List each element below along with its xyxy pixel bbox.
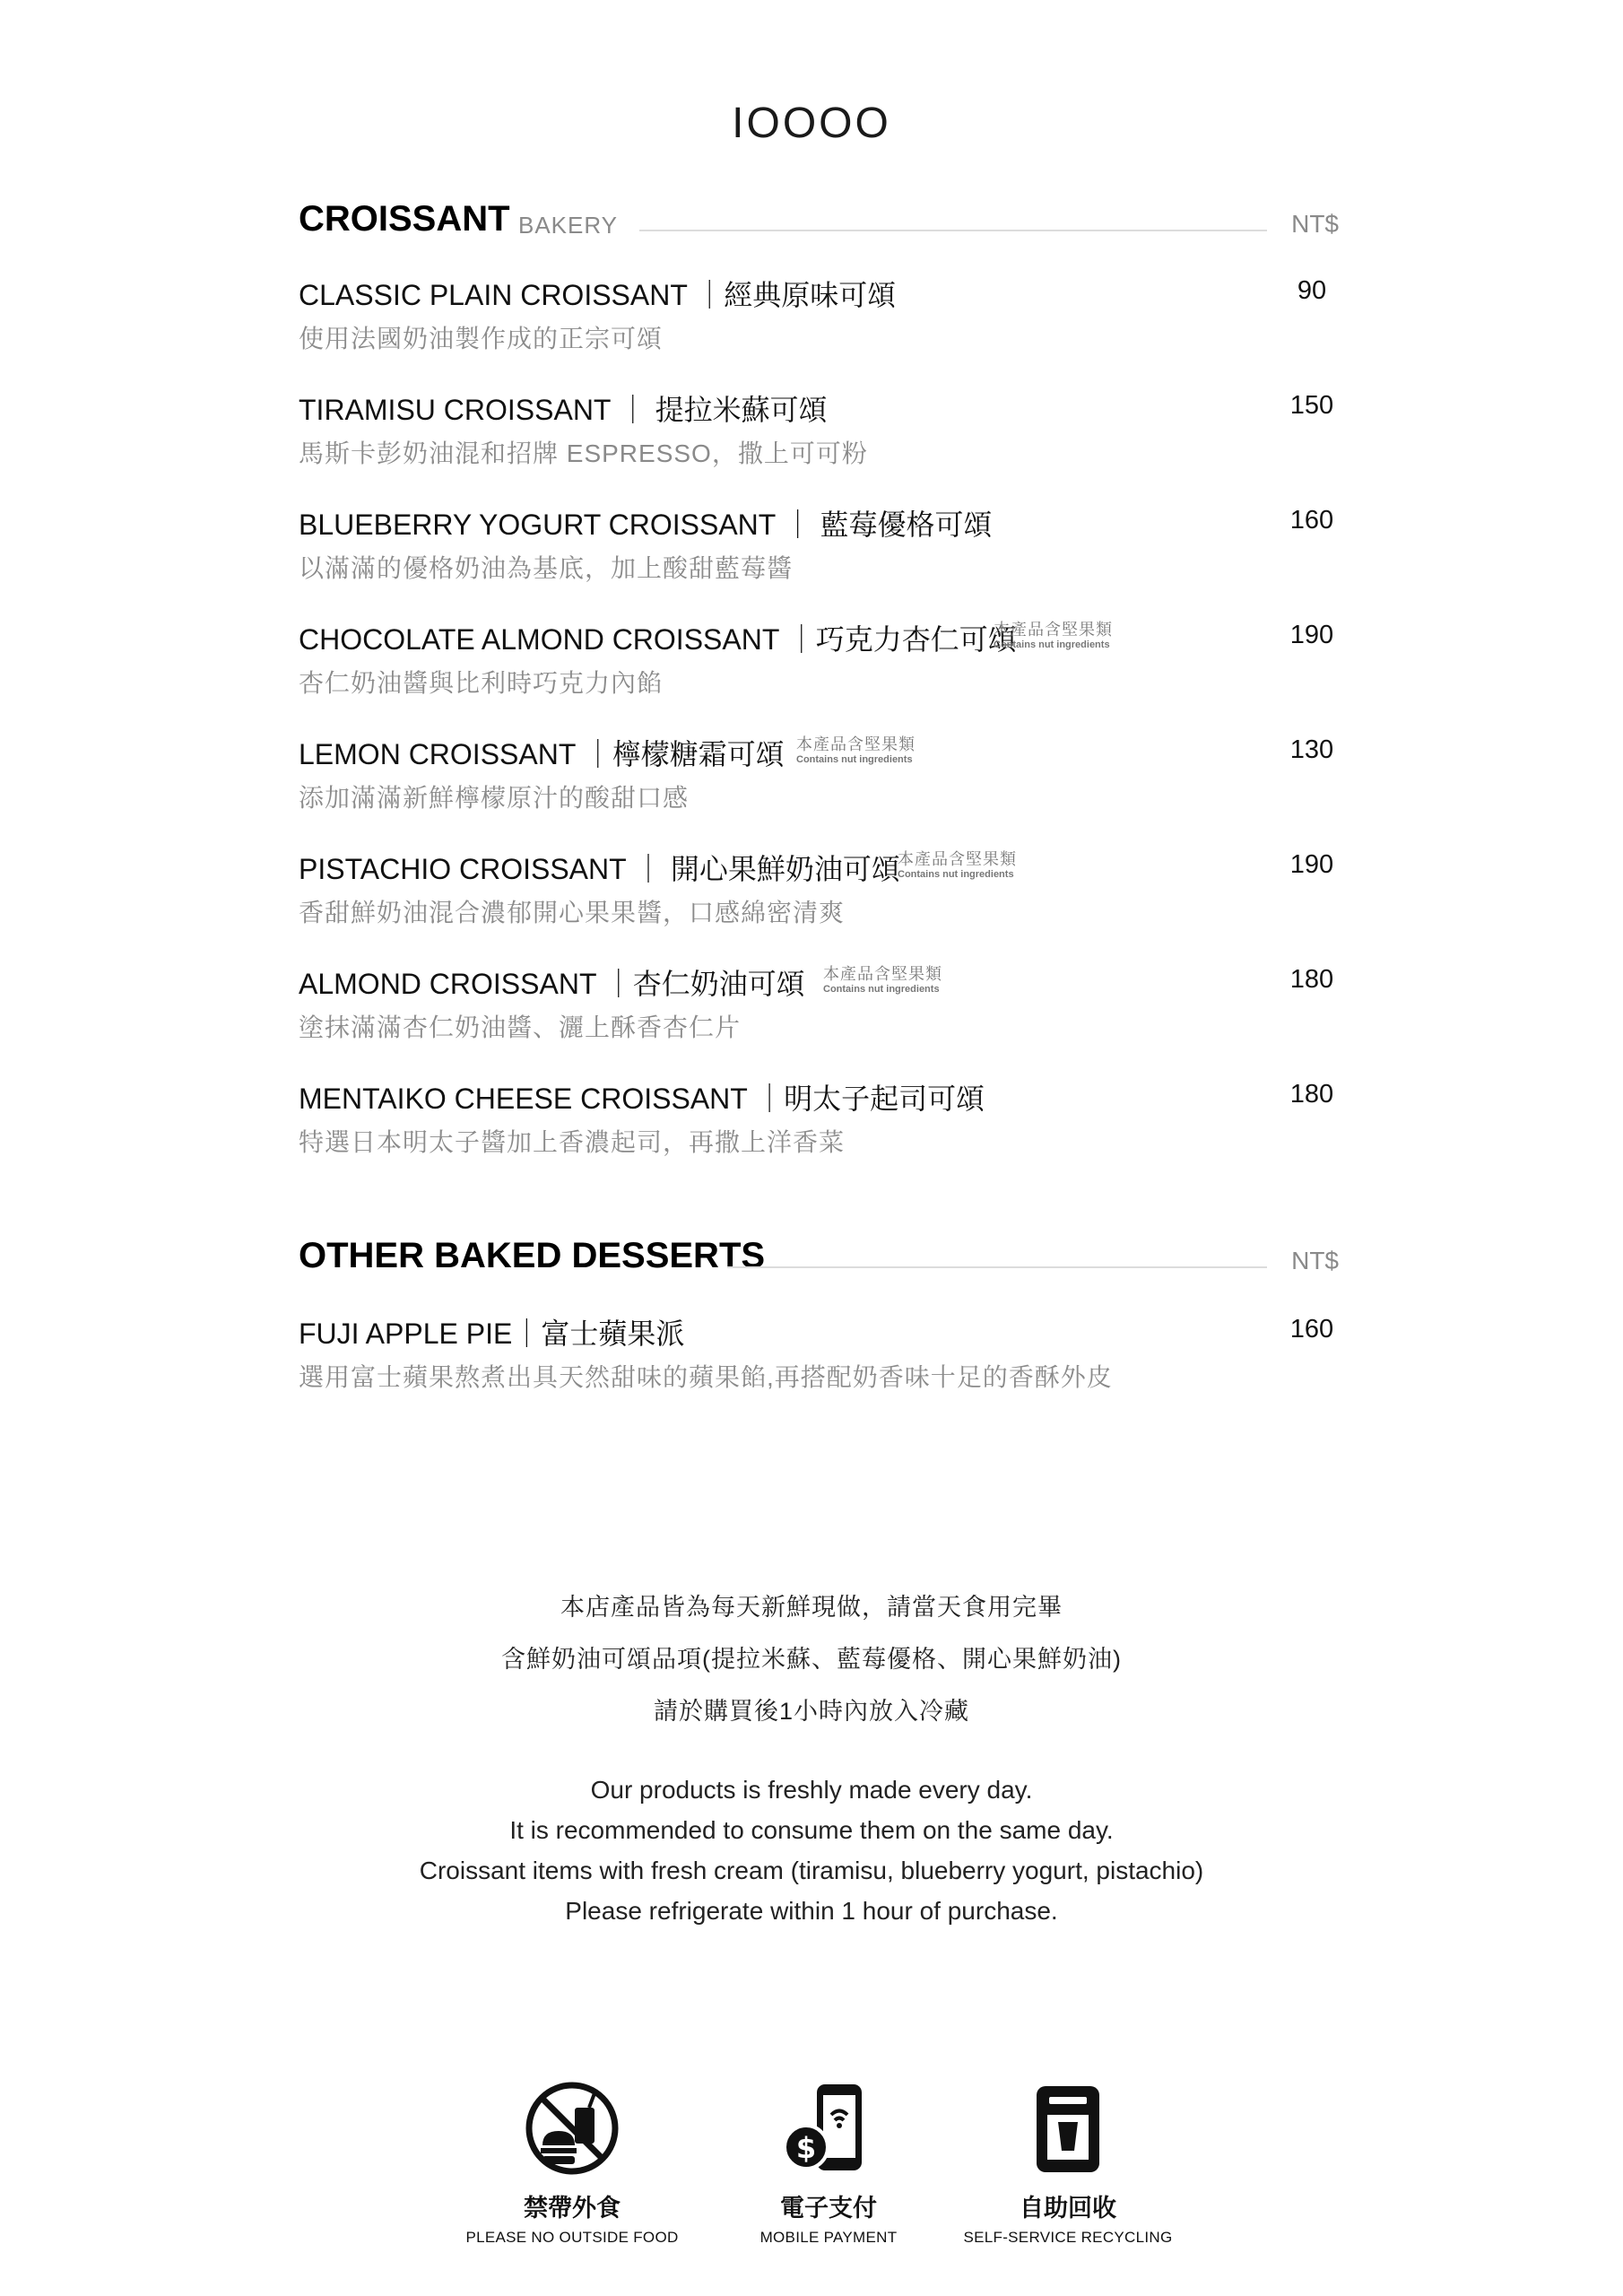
item-price: 150 — [1289, 391, 1334, 420]
menu-item — [299, 617, 1339, 716]
item-price: 180 — [1289, 965, 1334, 994]
item-price: 180 — [1289, 1080, 1334, 1109]
item-description: 以滿滿的優格奶油為基底，加上酸甜藍莓醬 — [299, 554, 794, 582]
item-description: 使用法國奶油製作成的正宗可頌 — [299, 325, 664, 352]
item-name: CHOCOLATE ALMOND CROISSANT ｜巧克力杏仁可頌 — [299, 623, 1017, 656]
desserts-section — [299, 1236, 1339, 1391]
icon-label-zh: 自助回收 — [1020, 2195, 1116, 2222]
item-name: TIRAMISU CROISSANT ｜ 提拉米蘇可頌 — [299, 394, 828, 426]
section-divider — [727, 1266, 1267, 1268]
item-description: 特選日本明太子醬加上香濃起司，再撒上洋香菜 — [299, 1128, 846, 1156]
menu-item — [299, 387, 1339, 486]
currency-label: NT$ — [1291, 1247, 1339, 1274]
menu-item — [299, 732, 1339, 831]
notice-line-en: Please refrigerate within 1 hour of purchase. — [565, 1897, 1058, 1925]
item-description: 香甜鮮奶油混合濃郁開心果果醬，口感綿密清爽 — [299, 899, 846, 926]
section-header — [299, 199, 1339, 253]
item-price: 190 — [1289, 621, 1334, 649]
item-name: MENTAIKO CHEESE CROISSANT ｜明太子起司可頌 — [299, 1083, 985, 1115]
item-description: 塗抹滿滿杏仁奶油醬、灑上酥香杏仁片 — [299, 1013, 742, 1041]
no-outside-food-icon — [523, 2079, 621, 2178]
section-title: CROISSANT — [299, 199, 510, 239]
nut-warning-zh: 本產品含堅果類 — [796, 735, 916, 753]
icon-label-zh: 禁帶外食 — [524, 2195, 621, 2222]
menu-item — [299, 273, 1339, 371]
brand-logo: IOOOO — [732, 100, 891, 147]
notice-line: 請於購買後1小時內放入冷藏 — [653, 1698, 969, 1725]
item-description: 馬斯卡彭奶油混和招牌 ESPRESSO，撒上可可粉 — [299, 439, 868, 467]
section-subtitle: BAKERY — [518, 212, 619, 239]
menu-item — [299, 961, 1339, 1060]
mobile-payment-icon — [779, 2079, 878, 2178]
icon-label-en: SELF-SERVICE RECYCLING — [963, 2229, 1173, 2246]
item-name: LEMON CROISSANT ｜檸檬糖霜可頌 — [299, 738, 785, 770]
notice-line: 含鮮奶油可頌品項(提拉米蘇、藍莓優格、開心果鮮奶油) — [501, 1646, 1122, 1673]
self-service-recycling — [951, 2079, 1185, 2247]
icon-label-zh: 電子支付 — [780, 2195, 877, 2222]
nut-warning-en: Contains nut ingredients — [898, 869, 1014, 880]
svg-text:$: $ — [795, 2131, 817, 2165]
notice-block — [0, 1587, 1623, 1937]
section-divider — [639, 230, 1267, 231]
item-description: 選用富士蘋果熬煮出具天然甜味的蘋果餡,再搭配奶香味十足的香酥外皮 — [299, 1363, 1113, 1391]
nut-warning-tag — [994, 617, 1113, 650]
croissant-section — [299, 199, 1339, 1156]
icon-label-en: PLEASE NO OUTSIDE FOOD — [465, 2229, 679, 2246]
nut-warning-tag — [898, 847, 1017, 880]
item-price: 160 — [1289, 506, 1334, 535]
item-description: 添加滿滿新鮮檸檬原汁的酸甜口感 — [299, 784, 690, 812]
no-outside-food — [456, 2079, 689, 2247]
item-description: 杏仁奶油醬與比利時巧克力內餡 — [299, 669, 664, 697]
notice-line-en: Our products is freshly made every day. — [590, 1776, 1033, 1804]
item-name: CLASSIC PLAIN CROISSANT ｜經典原味可頌 — [299, 279, 897, 311]
item-price: 160 — [1289, 1315, 1334, 1344]
item-name: BLUEBERRY YOGURT CROISSANT ｜ 藍莓優格可頌 — [299, 509, 993, 541]
notice-line-en: Croissant items with fresh cream (tiramisu, blueberry yogurt, pistachio) — [419, 1857, 1204, 1884]
nut-warning-tag — [796, 732, 916, 765]
nut-warning-en: Contains nut ingredients — [823, 984, 940, 995]
menu-item — [299, 1311, 1339, 1410]
item-price: 190 — [1289, 850, 1334, 879]
menu-item — [299, 1076, 1339, 1175]
nut-warning-zh: 本產品含堅果類 — [994, 621, 1113, 639]
recycling-icon — [1019, 2079, 1117, 2178]
nut-warning-zh: 本產品含堅果類 — [823, 965, 942, 983]
notice-line-en: It is recommended to consume them on the same day. — [509, 1816, 1114, 1844]
section-title: OTHER BAKED DESSERTS — [299, 1236, 766, 1275]
item-name: ALMOND CROISSANT ｜杏仁奶油可頌 — [299, 968, 805, 1000]
nut-warning-en: Contains nut ingredients — [994, 639, 1110, 650]
nut-warning-en: Contains nut ingredients — [796, 754, 913, 765]
menu-item — [299, 847, 1339, 945]
item-name: FUJI APPLE PIE｜富士蘋果派 — [299, 1318, 685, 1350]
nut-warning-tag — [823, 961, 942, 995]
item-price: 130 — [1289, 735, 1334, 764]
menu-item — [299, 502, 1339, 601]
nut-warning-zh: 本產品含堅果類 — [898, 850, 1017, 868]
item-name: PISTACHIO CROISSANT ｜ 開心果鮮奶油可頌 — [299, 853, 900, 885]
currency-label: NT$ — [1291, 210, 1339, 238]
item-price: 90 — [1297, 276, 1327, 305]
section-header — [299, 1236, 1339, 1290]
icon-label-en: MOBILE PAYMENT — [759, 2229, 898, 2246]
notice-line: 本店產品皆為每天新鮮現做，請當天食用完畢 — [560, 1594, 1063, 1621]
mobile-payment — [712, 2079, 945, 2247]
